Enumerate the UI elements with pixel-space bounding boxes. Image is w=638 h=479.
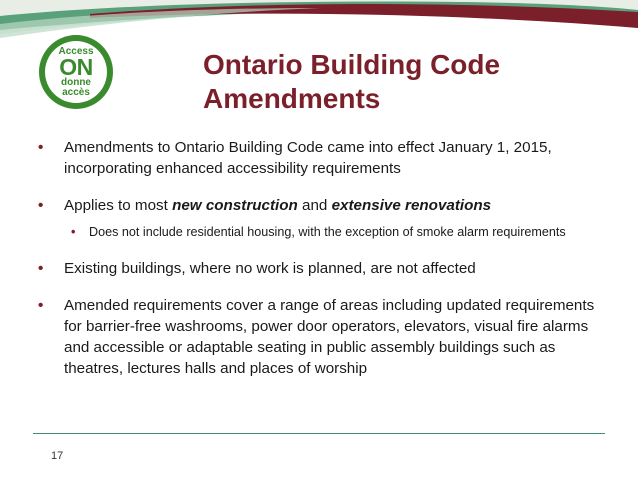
bullet-marker: • xyxy=(38,139,44,156)
sub-bullet-item xyxy=(38,223,598,242)
logo-text-donne: donne xyxy=(61,77,91,88)
slide-title xyxy=(203,48,603,116)
bullet-emphasis-new-construction: new construction xyxy=(172,197,298,214)
bullet-marker: • xyxy=(38,197,44,214)
logo-text-acces: accès xyxy=(62,87,90,98)
logo-text-on: ON xyxy=(59,54,93,80)
bullet-list xyxy=(38,137,598,395)
page-number: 17 xyxy=(51,450,64,462)
footer-divider xyxy=(33,433,605,434)
slide-title-line1: Ontario Building Code xyxy=(203,49,501,80)
bullet-emphasis-extensive-renovations: extensive renovations xyxy=(331,197,492,214)
bullet-marker: • xyxy=(38,297,44,314)
bullet-text: Amended requirements cover a range of areas including updated requirements for barrier-free washrooms, power door operators, elevators, visual fire alarms and accessible or adaptable seating in public assembly buildings such as theatres, lectures halls and places of worship xyxy=(64,297,595,377)
bullet-text: Existing buildings, where no work is planned, are not affected xyxy=(64,260,476,277)
bullet-text-mid: and xyxy=(297,197,332,214)
bullet-item xyxy=(38,137,598,179)
bullet-item xyxy=(38,258,598,279)
sub-bullet-marker: • xyxy=(71,225,76,239)
bullet-text: Amendments to Ontario Building Code came into effect January 1, 2015, incorporating enhanced accessibility requirements xyxy=(64,139,552,177)
slide-title-line2: Amendments xyxy=(203,83,381,114)
bullet-item xyxy=(38,195,598,216)
logo-text-access: Access xyxy=(58,46,94,57)
access-on-logo xyxy=(38,34,114,110)
bullet-marker: • xyxy=(38,260,44,277)
bullet-text-prefix: Applies to most xyxy=(64,197,173,214)
sub-bullet-text: Does not include residential housing, with the exception of smoke alarm requirements xyxy=(89,225,566,239)
bullet-item xyxy=(38,295,598,379)
